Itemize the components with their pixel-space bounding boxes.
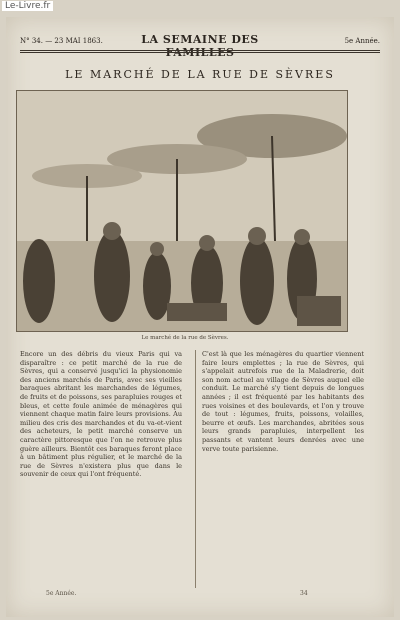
watermark-label: Le-Livre.fr: [2, 1, 53, 11]
header-rule-double: [20, 52, 380, 53]
header-meta: 5e Année.: [344, 37, 380, 45]
text-column-left: Encore un des débris du vieux Paris qui va disparaître : ce petit marché de la rue de Sèvres, qui a conservé jusqu'ici la physionomie des anciens marchés de Paris, avec ses vieilles baraques abritant les marchandes de légumes, de fruits et de poissons, ses parapluies rouges et bleus, et cette foule animée de ménagères qui viennent chaque matin faire leurs provisions. Au milieu des cris des marchandes et du va-et-vient des acheteurs, le petit marché conserve un caractère pittoresque que l'on ne retrouve plus guère ailleurs. Bientôt ces baraques feront place à un bâtiment plus régulier, et le marché de la rue de Sèvres n'existera plus que dans le souvenir de ceux qui l'ont fréquenté.: [20, 350, 182, 479]
issue-number: N° 34. — 23 MAI 1863.: [20, 37, 103, 45]
column-divider: [195, 350, 196, 588]
article-title: LE MARCHÉ DE LA RUE DE SÈVRES: [65, 68, 335, 81]
page-number: 34: [300, 590, 308, 597]
header-rule: [20, 50, 380, 51]
text-column-right: C'est là que les ménagères du quartier viennent faire leurs emplettes ; la rue de Sèvres, qui s'appelait autrefois rue de la Maladrerie, doit son nom actuel au village de Sèvres auquel elle conduit. Le marché s'y tient depuis de longues années ; il est fréquenté par les habitants des rues voisines et des boulevards, et l'on y trouve de tout : légumes, fruits, poissons, volailles, beurre et œufs. Les marchandes, abritées sous leurs grands parapluies, interpellent les passants et vantent leurs denrées avec une verve toute parisienne.: [202, 350, 364, 453]
journal-title: LA SEMAINE DES: [141, 33, 259, 46]
page-header: [20, 33, 380, 47]
market-engraving: [16, 90, 348, 332]
footer-year: 5e Année.: [46, 590, 77, 597]
illustration-caption: Le marché de la rue de Sèvres.: [141, 335, 229, 341]
market-scene-icon: [17, 91, 347, 331]
